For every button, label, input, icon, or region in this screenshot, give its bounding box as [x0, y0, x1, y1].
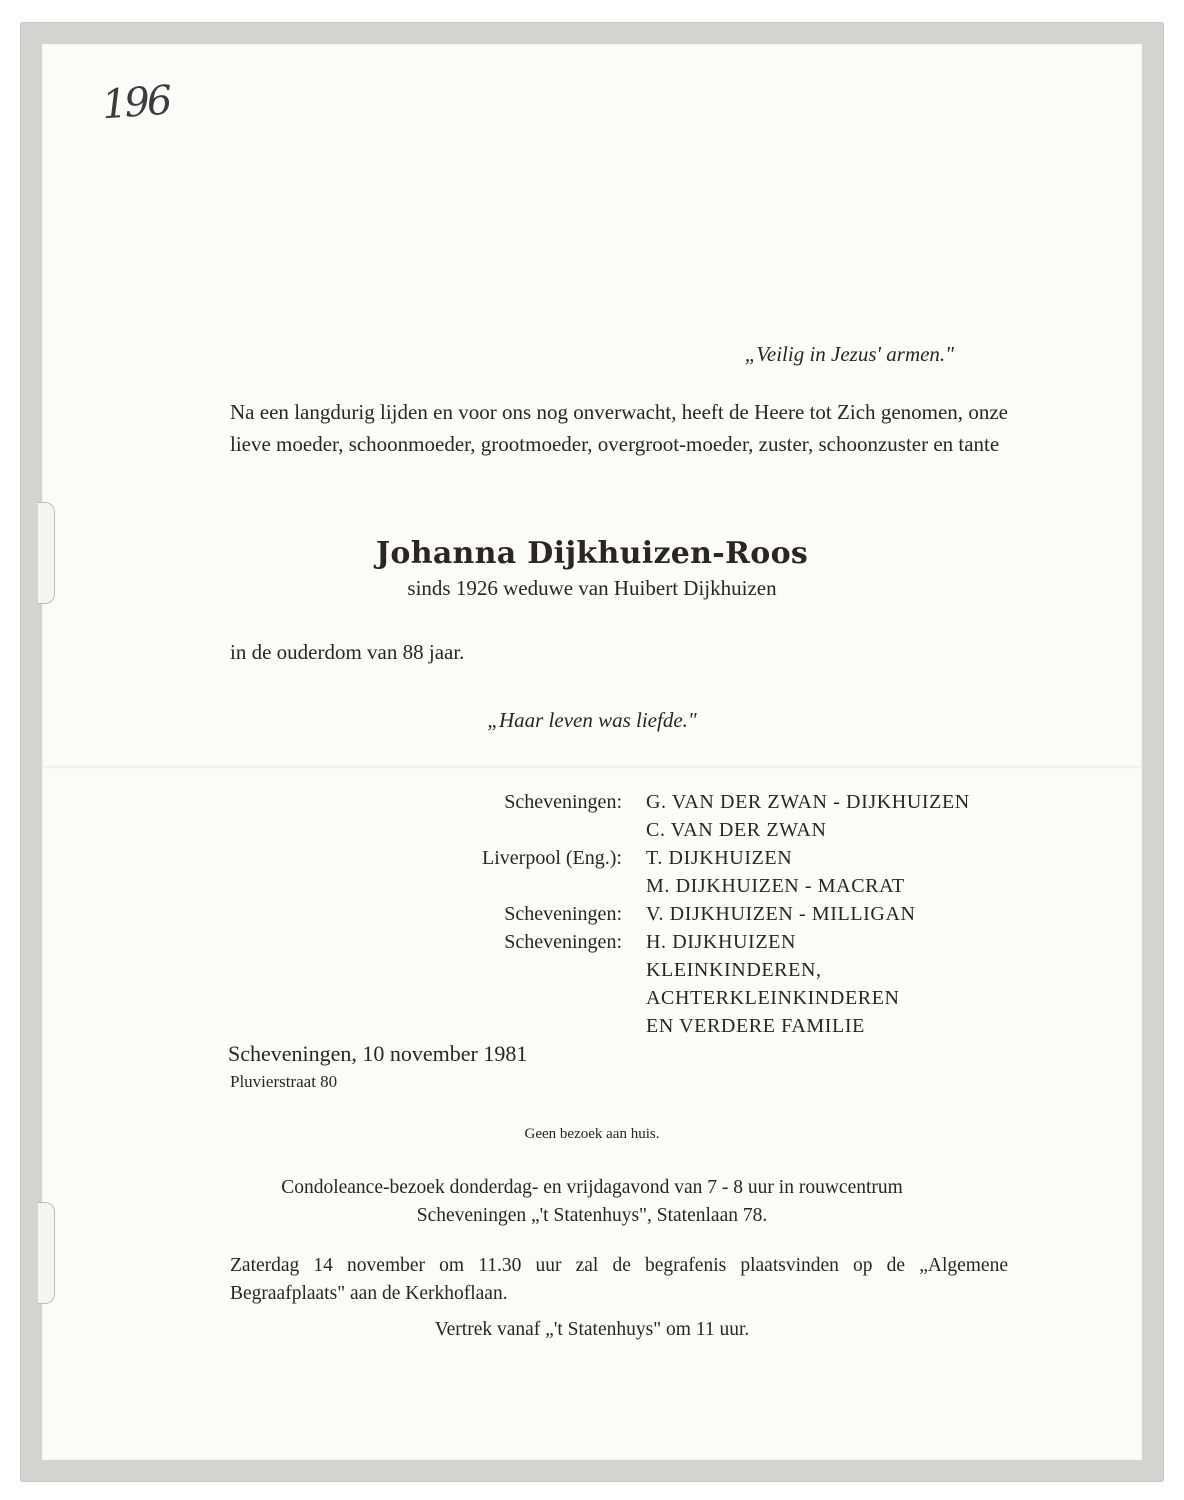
family-location: Scheveningen: [504, 931, 622, 953]
family-row [42, 928, 1142, 956]
family-row [42, 956, 1142, 984]
departure-line: Vertrek vanaf „'t Statenhuys" om 11 uur. [434, 1319, 750, 1340]
family-name: T. DIJKHUIZEN [646, 847, 793, 869]
family-name: C. VAN DER ZWAN [646, 819, 827, 841]
family-name: M. DIJKHUIZEN - MACRAT [646, 875, 905, 897]
deceased-subtitle: sinds 1926 weduwe van Huibert Dijkhuizen [407, 576, 777, 600]
family-row [42, 844, 1142, 872]
family-row [42, 788, 1142, 816]
family-name: KLEINKINDEREN, [646, 959, 822, 981]
condolence-line-2: Scheveningen „'t Statenhuys", Statenlaan 78. [416, 1205, 768, 1226]
family-location: Scheveningen: [504, 903, 622, 925]
family-row [42, 872, 1142, 900]
family-name: G. VAN DER ZWAN - DIJKHUIZEN [646, 791, 970, 813]
announcement-text: Na een langdurig lijden en voor ons nog onverwacht, heeft de Heere tot Zich genomen, onze lieve moeder, schoonmoeder, grootmoeder, overgroot-moeder, zuster, schoonzuster en tante [230, 400, 1008, 456]
family-name: H. DIJKHUIZEN [646, 931, 796, 953]
handwritten-number: 196 [100, 77, 171, 129]
family-location: Scheveningen: [504, 791, 622, 813]
family-name: V. DIJKHUIZEN - MILLIGAN [646, 903, 916, 925]
family-list [42, 788, 1142, 1040]
family-row [42, 1012, 1142, 1040]
family-location: Liverpool (Eng.): [482, 847, 622, 869]
condolence-line-1: Condoleance-bezoek donderdag- en vrijdagavond van 7 - 8 uur in rouwcentrum [281, 1177, 903, 1198]
card-sheet [42, 44, 1142, 1460]
address: Pluvierstraat 80 [230, 1072, 338, 1091]
age-line: in de ouderdom van 88 jaar. [230, 640, 465, 664]
family-row [42, 900, 1142, 928]
family-row [42, 984, 1142, 1012]
fold-line [42, 766, 1142, 769]
family-name: EN VERDERE FAMILIE [646, 1015, 865, 1037]
family-name: ACHTERKLEINKINDEREN [646, 987, 900, 1009]
deceased-name: Johanna Dijkhuizen-Roos [375, 536, 809, 571]
no-visit-note: Geen bezoek aan huis. [524, 1126, 660, 1142]
place-date: Scheveningen, 10 november 1981 [228, 1041, 528, 1066]
motto-bottom: „Haar leven was liefde." [487, 708, 697, 732]
motto-top: „Veilig in Jezus' armen." [744, 342, 954, 366]
card-border [20, 22, 1164, 1482]
family-row [42, 816, 1142, 844]
funeral-text: Zaterdag 14 november om 11.30 uur zal de begrafenis plaatsvinden op de „Algemene Begraafplaats" aan de Kerkhoflaan. [230, 1255, 1008, 1304]
